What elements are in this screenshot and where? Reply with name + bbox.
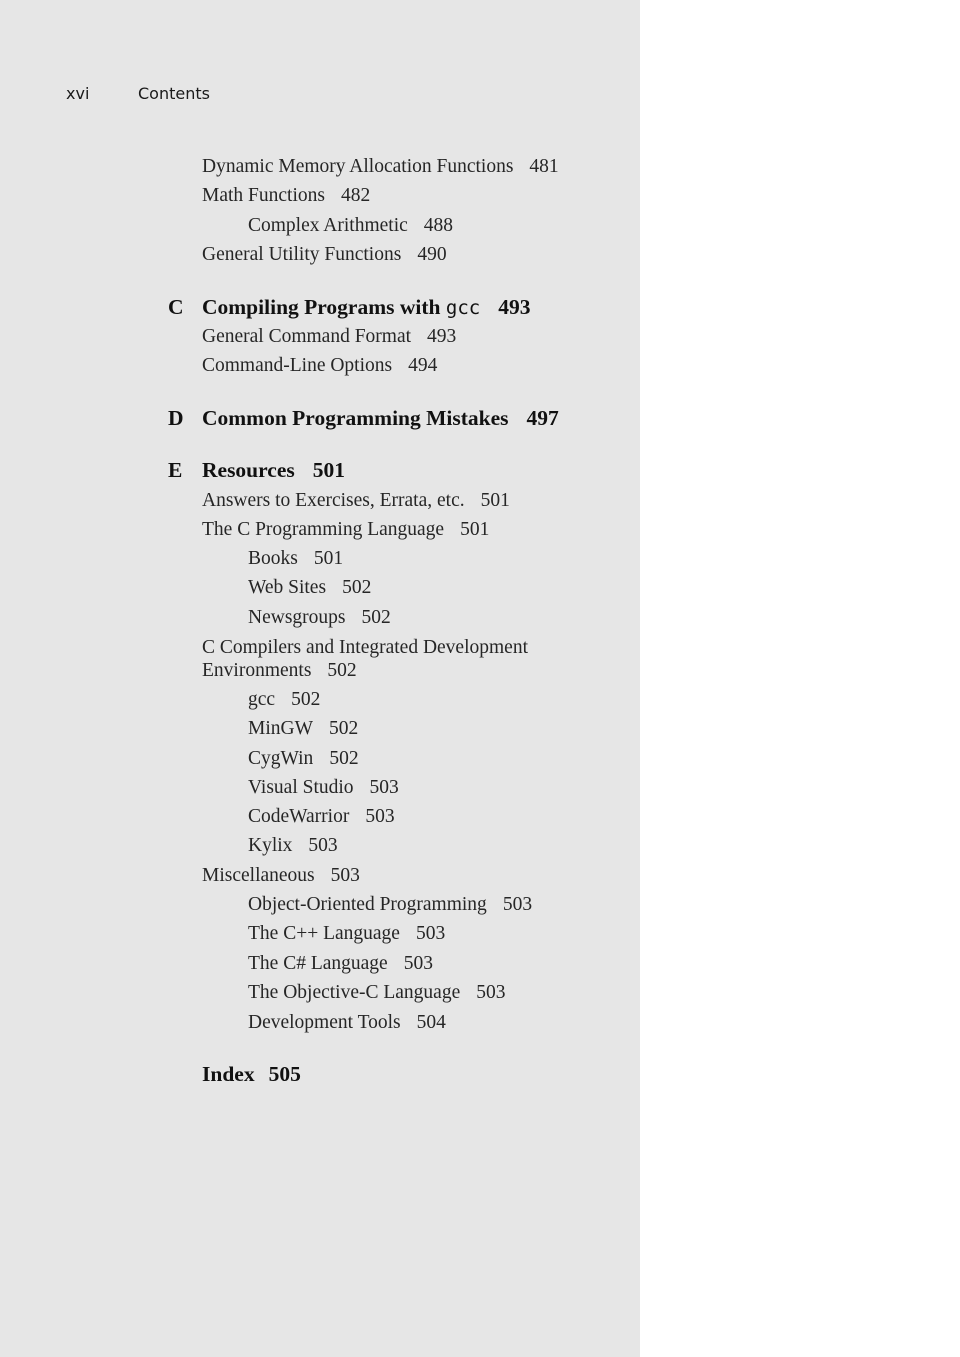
toc-subentry[interactable]: [248, 1012, 446, 1034]
toc-entry-page: 494: [408, 355, 438, 376]
toc-entry-title: CygWin: [248, 748, 314, 769]
toc-entry-page: 490: [417, 244, 447, 265]
chapter-title: Resources: [202, 458, 295, 482]
toc-entry-title: Answers to Exercises, Errata, etc.: [202, 490, 465, 511]
toc-entry-page: 503: [365, 806, 395, 827]
toc-entry-page: 502: [327, 659, 357, 681]
toc-entry-title: Command-Line Options: [202, 355, 393, 376]
toc-subentry[interactable]: [248, 607, 391, 629]
toc-entry-title: Web Sites: [248, 577, 327, 598]
toc-subentry[interactable]: [248, 953, 433, 975]
toc-entry-title: Newsgroups: [248, 607, 346, 628]
toc-entry-page: 488: [423, 215, 454, 236]
toc-entry-title: Dynamic Memory Allocation Functions: [202, 156, 514, 177]
toc-entry[interactable]: [202, 185, 370, 207]
chapter-title-code: gcc: [445, 297, 481, 319]
toc-subentry[interactable]: [248, 748, 359, 770]
toc-entry-title: Books: [248, 548, 298, 569]
toc-entry-page: 502: [342, 577, 372, 598]
toc-entry-page: 502: [291, 689, 321, 710]
toc-entry[interactable]: [202, 865, 360, 887]
toc-entry-title: Miscellaneous: [202, 865, 315, 886]
toc-entry-title: CodeWarrior: [248, 806, 350, 827]
toc-entry-page: 501: [460, 519, 490, 540]
toc-entry-title: General Command Format: [202, 326, 412, 347]
toc-entry-title: Kylix: [248, 835, 293, 856]
chapter-letter: C: [168, 295, 184, 319]
toc-subentry[interactable]: [248, 894, 532, 916]
page-folio: xvi: [66, 84, 90, 103]
toc-entry-title: Object-Oriented Programming: [248, 894, 487, 915]
chapter-title: Compiling Programs with: [202, 295, 446, 319]
toc-entry-title: gcc: [248, 689, 276, 710]
toc-entry-title: C Compilers and Integrated Development Environments: [202, 637, 528, 681]
toc-subentry[interactable]: [248, 689, 320, 711]
chapter-page: 501: [312, 458, 346, 482]
toc-entry-page: 503: [415, 923, 446, 944]
toc-chapter-d[interactable]: [168, 406, 559, 431]
toc-subentry[interactable]: [248, 806, 395, 828]
toc-entry-page: 493: [427, 326, 457, 347]
toc-chapter-c[interactable]: [168, 295, 531, 320]
toc-entry-page: 503: [476, 982, 506, 1003]
toc-entry-title: Visual Studio: [248, 777, 354, 798]
toc-entry-page: 502: [361, 607, 391, 628]
toc-entry[interactable]: [202, 156, 559, 178]
toc-entry-page: 481: [529, 156, 559, 177]
chapter-letter: D: [168, 406, 184, 430]
toc-subentry[interactable]: [248, 548, 343, 570]
toc-entry-title: Math Functions: [202, 185, 325, 206]
chapter-page: 505: [268, 1062, 301, 1086]
toc-chapter-e[interactable]: [168, 458, 346, 483]
toc-entry-page: 503: [502, 894, 533, 915]
chapter-page: 497: [526, 406, 559, 430]
toc-index[interactable]: [202, 1062, 301, 1087]
running-head-title: Contents: [138, 84, 210, 103]
toc-entry[interactable]: [202, 355, 437, 377]
toc-subentry[interactable]: [248, 835, 338, 857]
toc-entry[interactable]: [202, 490, 510, 512]
toc-entry-page: 502: [329, 718, 359, 739]
toc-entry-title: General Utility Functions: [202, 244, 402, 265]
toc-entry-title: Development Tools: [248, 1012, 401, 1033]
toc-entry-page: 482: [340, 185, 371, 206]
toc-entry-title: Complex Arithmetic: [248, 215, 408, 236]
toc-entry-page: 503: [403, 953, 433, 974]
toc-subentry[interactable]: [248, 777, 399, 799]
toc-entry[interactable]: [202, 519, 489, 541]
toc-entry-page: 503: [369, 777, 399, 798]
toc-subentry[interactable]: [248, 982, 506, 1004]
toc-subentry[interactable]: [248, 577, 371, 599]
toc-entry-title: The C++ Language: [248, 923, 400, 944]
toc-entry-title: The C# Language: [248, 953, 388, 974]
toc-entry-page: 503: [330, 865, 360, 886]
toc-entry[interactable]: [202, 244, 447, 266]
toc-entry[interactable]: [202, 326, 456, 348]
chapter-title: Index: [202, 1062, 255, 1086]
toc-entry-title: The Objective-C Language: [248, 982, 461, 1003]
toc-entry-title: MinGW: [248, 718, 313, 739]
toc-subentry[interactable]: [248, 718, 358, 740]
toc-subentry[interactable]: [248, 923, 445, 945]
chapter-letter: E: [168, 458, 183, 482]
toc-entry-page: 502: [329, 748, 359, 769]
toc-entry-page: 501: [480, 490, 510, 511]
chapter-title: Common Programming Mistakes: [202, 406, 509, 430]
chapter-page: 493: [498, 295, 531, 319]
toc-subentry[interactable]: [248, 215, 453, 237]
toc-entry-title: The C Programming Language: [202, 519, 445, 540]
toc-entry-page: 501: [313, 548, 344, 569]
toc-entry[interactable]: [202, 637, 542, 682]
toc-entry-page: 503: [308, 835, 338, 856]
toc-entry-page: 504: [416, 1012, 446, 1033]
